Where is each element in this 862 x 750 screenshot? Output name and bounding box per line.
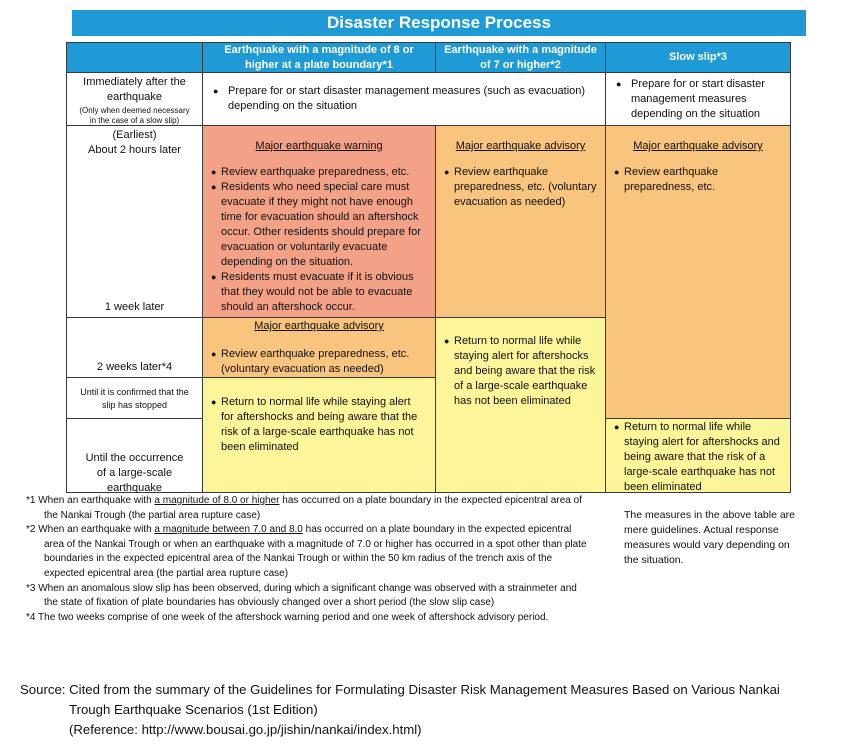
column-header-slow-slip: Slow slip*3 bbox=[605, 42, 791, 73]
advisory-title-m8: Major earthquake advisory bbox=[254, 320, 384, 332]
row-label-immediately-note: (Only when deemed necessary in the case of a slow slip) bbox=[79, 106, 190, 125]
advisory-title-m7: Major earthquake advisory bbox=[455, 140, 586, 152]
normal-item-slow-slip: ● Return to normal life while staying alert for aftershocks and being aware that the risk of a large-scale earthquake has not been eliminated bbox=[614, 420, 782, 493]
cell-m8-advisory bbox=[202, 317, 436, 378]
source-line-1: Source: Cited from the summary of the Guidelines for Formulating Disaster Risk Management Measures Based on Various Nankai bbox=[20, 682, 780, 697]
row-label-2weeks bbox=[66, 317, 203, 378]
advisory-title-slow-slip: Major earthquake advisory bbox=[633, 140, 763, 152]
row-label-1week: 1 week later bbox=[104, 301, 165, 313]
immediate-measure-m8-m7: ● Prepare for or start disaster management measures (such as evacuation) depending on the situation bbox=[213, 84, 597, 114]
row-label-immediately-main: Immediately after the earthquake bbox=[83, 76, 186, 103]
row-label-immediately bbox=[66, 72, 203, 126]
warning-title: Major earthquake warning bbox=[255, 140, 383, 152]
advisory-item-m7: ● Review earthquake preparedness, etc. (voluntary evacuation as needed) bbox=[444, 165, 597, 210]
warning-item: ● Review earthquake preparedness, etc. bbox=[211, 165, 427, 180]
guideline-note: The measures in the above table are mere guidelines. Actual response measures would vary depending on the situation. bbox=[624, 509, 796, 566]
cell-immediate-m8-m7 bbox=[202, 72, 606, 126]
normal-item-m7: ● Return to normal life while staying alert for aftershocks and being aware that the risk of a large-scale earthquake has not been eliminated bbox=[444, 334, 597, 409]
row-label-large-scale-text: Until the occurrence of a large-scale earthquake bbox=[85, 452, 184, 493]
row-label-earliest: (Earliest) bbox=[112, 129, 157, 141]
row-label-2hours: About 2 hours later bbox=[88, 144, 181, 156]
footnotes bbox=[26, 494, 591, 625]
row-label-slip-stopped bbox=[66, 377, 203, 419]
normal-item-m8: ● Return to normal life while staying alert for aftershocks and being aware that the risk of a large-scale earthquake has not been eliminated bbox=[211, 395, 423, 455]
advisory-item-slow-slip: ● Review earthquake preparedness, etc. bbox=[614, 165, 782, 195]
cell-m7-advisory bbox=[435, 125, 606, 318]
cell-immediate-slow-slip bbox=[605, 72, 791, 126]
page-title: Disaster Response Process bbox=[72, 10, 806, 36]
source-line-3: (Reference: http://www.bousai.go.jp/jishin/nankai/index.html) bbox=[69, 722, 422, 737]
cell-slow-slip-advisory bbox=[605, 125, 791, 419]
footnote-2: *2 When an earthquake with a magnitude between 7.0 and 8.0 has occurred on a plate boundary in the expected epicentral area of the Nankai Trough or when an earthquake with a magnitude of 7.0 or higher has occurred in a spot other than plate boundaries in the expected epicentral area of the Nankai Trough or within the 50 km radius of the trench axis of the expected epicentral area (the partial area rupture case) bbox=[26, 524, 587, 579]
footnote-3: *3 When an anomalous slow slip has been observed, during which a significant change was observed with a strainmeter and the state of fixation of plate boundaries has obviously changed over a short period (the slow slip case) bbox=[26, 582, 577, 609]
cell-m8-normal bbox=[202, 377, 436, 493]
row-label-2weeks-text: 2 weeks later*4 bbox=[96, 361, 173, 373]
footnote-1: *1 When an earthquake with a magnitude of 8.0 or higher has occurred on a plate boundary in the expected epicentral area of the Nankai Trough (the partial area rupture case) bbox=[26, 495, 582, 521]
source-citation bbox=[20, 680, 850, 740]
cell-slow-slip-normal bbox=[605, 418, 791, 493]
immediate-measure-slow-slip: ● Prepare for or start disaster management measures depending on the situation bbox=[616, 77, 784, 122]
row-label-large-scale bbox=[66, 418, 203, 493]
cell-m7-normal bbox=[435, 317, 606, 493]
warning-item: ● Residents must evacuate if it is obvious that they would not be able to evacuate should an aftershock occur. bbox=[211, 270, 427, 315]
source-line-2: Trough Earthquake Scenarios (1st Edition) bbox=[69, 702, 318, 717]
cell-m8-warning bbox=[202, 125, 436, 318]
column-header-m8: Earthquake with a magnitude of 8 or higher at a plate boundary*1 bbox=[202, 42, 436, 73]
footnote-4: *4 The two weeks comprise of one week of the aftershock warning period and one week of aftershock advisory period. bbox=[26, 611, 549, 623]
advisory-item-m8: ● Review earthquake preparedness, etc. (voluntary evacuation as needed) bbox=[211, 347, 427, 377]
warning-item: ● Residents who need special care must evacuate if they might not have enough time for evacuation should an aftershock occur. Other residents should prepare for evacuation or voluntarily evacuate depending on the situation. bbox=[211, 180, 427, 270]
row-label-slip-stopped-text: Until it is confirmed that the slip has stopped bbox=[80, 387, 189, 410]
row-label-2hours-1week bbox=[66, 125, 203, 318]
column-header-m7: Earthquake with a magnitude of 7 or higher*2 bbox=[435, 42, 606, 73]
header-blank-cell bbox=[66, 42, 203, 73]
